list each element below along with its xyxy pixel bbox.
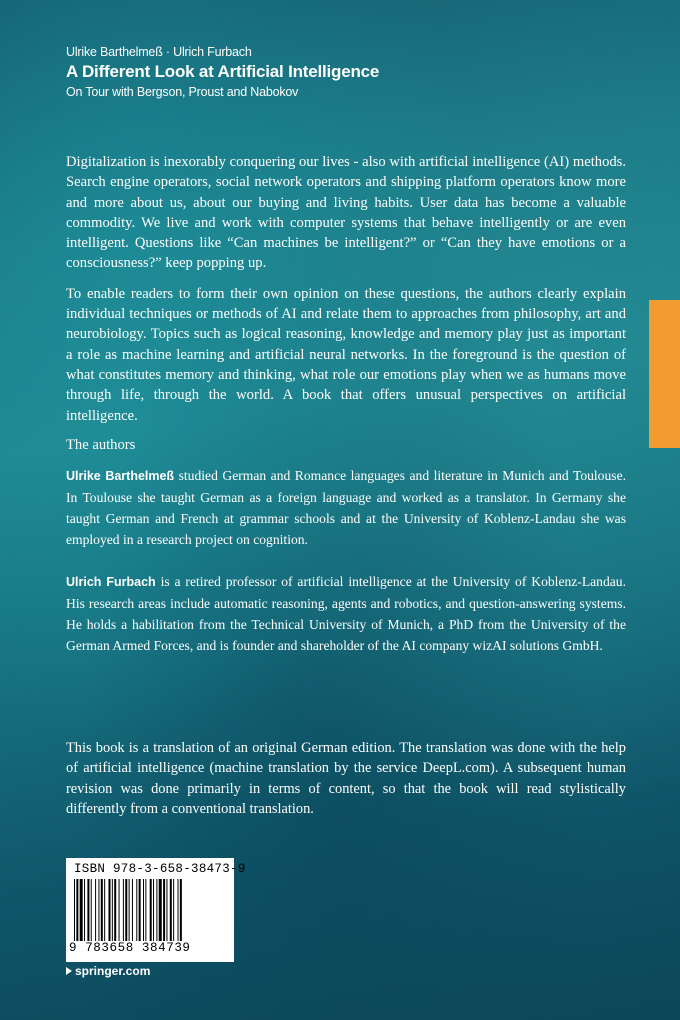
arrow-right-icon: [66, 967, 72, 975]
barcode-digits: 9 783658 384739: [69, 941, 191, 955]
springer-link[interactable]: [66, 964, 150, 978]
author-bio-furbach: [66, 571, 626, 656]
author-name-barthelmess: Ulrike Barthelmeß: [66, 469, 175, 484]
cover-header: [66, 44, 626, 100]
blurb-paragraph-1: Digitalization is inexorably conquering our lives - also with artificial intelligence (AI) methods. Search engine operators, social network operators and shipping platform operators know more and more about us, about our buying and living habits. User data has become a valuable commodity. We live and work with computer systems that behave intelligently or are even intelligent. Questions like “Can machines be intelligent?” or “Can they have emotions or a consciousness?” keep popping up.: [66, 154, 626, 272]
isbn-barcode: [66, 858, 246, 962]
authors-line: Ulrike Barthelmeß · Ulrich Furbach: [66, 45, 252, 59]
authors-heading: The authors: [66, 436, 136, 453]
author-bio-text-barthelmess: studied German and Romance languages and literature in Munich and Toulouse. In Toulouse she taught German as a foreign language and worked as a translator. In Germany she taught German and French at grammar schools and at the University of Koblenz-Landau she was employed in a research project on cognition.: [66, 468, 627, 548]
translation-note: This book is a translation of an original German edition. The translation was done with the help of artificial intelligence (machine translation by the service DeepL.com). A subsequent human revision was done primarily in terms of content, so that the book will read stylistically differently from a conventional translation.: [66, 740, 626, 817]
translation-note-section: [66, 738, 626, 819]
isbn-label: ISBN 978-3-658-38473-9: [74, 862, 246, 876]
author-bio-barthelmess: [66, 465, 626, 550]
blurb-section: [66, 152, 626, 656]
book-subtitle: On Tour with Bergson, Proust and Nabokov: [66, 85, 299, 99]
book-title: A Different Look at Artificial Intelligence: [66, 62, 380, 81]
orange-accent-tab: [649, 300, 680, 448]
springer-link-text[interactable]: springer.com: [75, 964, 151, 978]
blurb-paragraph-2: To enable readers to form their own opinion on these questions, the authors clearly explain individual techniques or methods of AI and relate them to approaches from philosophy, art and neurobiology. Topics such as logical reasoning, knowledge and memory play just as important a role as machine learning and artificial neural networks. In the foreground is the question of what constitutes memory and thinking, what role our emotions play when we as humans move through life, through the world. A book that offers unusual perspectives on artificial intelligence.: [66, 285, 626, 424]
author-name-furbach: Ulrich Furbach: [66, 575, 156, 590]
barcode-bars: [74, 879, 226, 941]
author-bio-text-furbach: is a retired professor of artificial intelligence at the University of Koblenz-Landau. His research areas include automatic reasoning, agents and robotics, and question-answering systems. He holds a habilitation from the Technical University of Munich, a PhD from the University of the German Armed Forces, and is founder and shareholder of the AI company wizAI solutions GmbH.: [66, 574, 626, 654]
